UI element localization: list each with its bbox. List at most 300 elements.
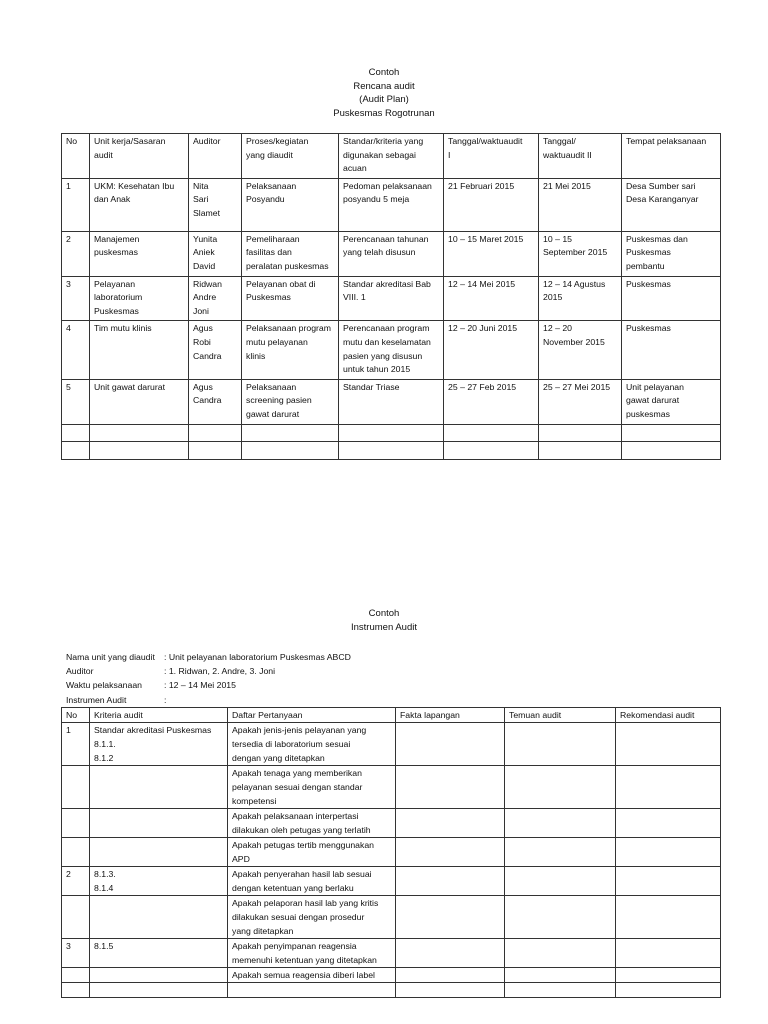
column-header	[339, 134, 444, 179]
table-cell	[62, 442, 90, 460]
cell-line: Tim mutu klinis	[94, 323, 152, 334]
info-row	[66, 664, 351, 678]
title-line: Instrumen Audit	[350, 621, 417, 633]
cell-line: mutu pelayanan	[246, 336, 308, 347]
audit-instrument-title	[0, 607, 768, 634]
table-cell	[228, 867, 396, 896]
table-cell	[505, 983, 616, 998]
cell-line: 12 – 14 Agustus	[543, 278, 606, 289]
cell-line	[66, 809, 85, 823]
table-cell	[62, 983, 90, 998]
cell-line: 8.1.1.	[94, 739, 116, 749]
table-cell	[90, 379, 189, 424]
cell-line: Kriteria audit	[94, 710, 143, 720]
table-cell	[242, 178, 339, 231]
table-cell	[62, 424, 90, 442]
cell-line	[343, 426, 439, 440]
cell-line: Candra	[193, 350, 222, 361]
table-cell	[444, 424, 539, 442]
header-row	[62, 134, 721, 179]
audit-instrument-info	[66, 650, 351, 707]
table-cell	[90, 983, 228, 998]
table-cell	[228, 896, 396, 939]
table-cell	[90, 276, 189, 321]
cell-line: 3	[66, 941, 71, 951]
cell-line: audit	[94, 149, 113, 160]
table-cell	[505, 896, 616, 939]
table-cell	[189, 379, 242, 424]
cell-line	[246, 443, 334, 457]
cell-line: Apakah pelaporan hasil lab yang kritis	[232, 898, 379, 908]
info-label: Auditor	[66, 666, 94, 677]
audit-plan-header	[62, 134, 721, 179]
cell-line: Pelayanan	[94, 278, 136, 289]
table-cell	[62, 939, 90, 968]
cell-line: Pemeliharaan	[246, 233, 300, 244]
cell-line: November 2015	[543, 336, 605, 347]
cell-line: Desa Karanganyar	[626, 194, 699, 205]
table-cell	[616, 968, 721, 983]
table-cell	[242, 442, 339, 460]
column-header	[622, 134, 721, 179]
table-cell	[189, 276, 242, 321]
table-cell	[90, 321, 189, 379]
cell-line: Rekomendasi audit	[620, 710, 695, 720]
table-cell	[622, 424, 721, 442]
table-cell	[505, 766, 616, 809]
audit-plan-body	[62, 178, 721, 459]
cell-line	[620, 723, 716, 737]
table-cell	[62, 896, 90, 939]
table-row	[62, 321, 721, 379]
cell-line: Perencanaan program	[343, 323, 430, 334]
cell-line: UKM: Kesehatan Ibu	[94, 180, 175, 191]
table-cell	[189, 424, 242, 442]
cell-line	[343, 443, 439, 457]
cell-line: Perencanaan tahunan	[343, 233, 429, 244]
table-row	[62, 939, 721, 968]
cell-line	[94, 426, 184, 440]
table-cell	[242, 321, 339, 379]
cell-line: 25 – 27 Feb 2015	[448, 381, 517, 392]
cell-line: Pedoman pelaksanaan	[343, 180, 432, 191]
cell-line: Tempat pelaksanaan	[626, 136, 707, 146]
cell-line	[448, 443, 534, 457]
cell-line: Standar akreditasi Puskesmas	[94, 725, 212, 735]
cell-line	[509, 867, 611, 881]
cell-line	[626, 426, 716, 440]
table-cell	[228, 766, 396, 809]
table-cell	[90, 766, 228, 809]
column-header	[616, 708, 721, 723]
table-cell	[339, 424, 444, 442]
table-row	[62, 276, 721, 321]
info-value: : 12 – 14 Mei 2015	[164, 680, 236, 691]
cell-line: Agus	[193, 323, 213, 334]
cell-line	[543, 443, 617, 457]
table-cell	[539, 178, 622, 231]
cell-line	[626, 443, 716, 457]
table-row	[62, 231, 721, 276]
cell-line	[620, 896, 716, 910]
cell-line: Andre	[193, 292, 217, 303]
table-cell	[505, 968, 616, 983]
table-cell	[228, 723, 396, 766]
info-value: :	[164, 694, 167, 705]
cell-line	[509, 723, 611, 737]
cell-line: 2	[66, 869, 71, 879]
cell-line: 12 – 20	[543, 323, 572, 334]
title-line: Contoh	[368, 608, 400, 619]
cell-line: screening pasien	[246, 395, 312, 406]
table-cell	[339, 442, 444, 460]
cell-line: 1	[66, 180, 71, 191]
column-header	[90, 708, 228, 723]
table-cell	[339, 178, 444, 231]
info-value: : 1. Ridwan, 2. Andre, 3. Joni	[164, 666, 276, 677]
cell-line: Apakah penyerahan hasil lab sesuai	[232, 869, 372, 879]
table-cell	[539, 276, 622, 321]
cell-line	[94, 766, 223, 780]
column-header	[62, 708, 90, 723]
cell-line: September 2015	[543, 247, 608, 258]
cell-line: 5	[66, 381, 71, 392]
table-cell	[444, 379, 539, 424]
table-cell	[505, 867, 616, 896]
table-cell	[339, 379, 444, 424]
cell-line: APD	[232, 854, 250, 864]
table-row	[62, 809, 721, 838]
table-cell	[242, 276, 339, 321]
cell-line	[400, 723, 500, 737]
title-line: Rencana audit	[353, 80, 415, 92]
table-cell	[396, 809, 505, 838]
cell-line: 21 Februari 2015	[448, 180, 515, 191]
cell-line: acuan	[343, 163, 367, 174]
cell-line	[94, 968, 223, 982]
cell-line: Apakah jenis-jenis pelayanan yang	[232, 725, 367, 735]
table-cell	[189, 178, 242, 231]
table-cell	[90, 896, 228, 939]
cell-line: pelayanan sesuai dengan standar	[232, 782, 363, 792]
table-cell	[90, 968, 228, 983]
cell-line: dengan ketentuan yang berlaku	[232, 883, 354, 893]
table-cell	[616, 896, 721, 939]
cell-line	[66, 766, 85, 780]
table-cell	[444, 442, 539, 460]
cell-line: yang ditetapkan	[232, 926, 294, 936]
table-cell	[90, 178, 189, 231]
cell-line	[509, 896, 611, 910]
cell-line	[66, 443, 85, 457]
cell-line: posyandu 5 meja	[343, 194, 410, 205]
cell-line	[509, 766, 611, 780]
table-cell	[622, 321, 721, 379]
cell-line	[400, 867, 500, 881]
table-cell	[228, 838, 396, 867]
cell-line: gawat darurat	[626, 395, 680, 406]
table-cell	[539, 321, 622, 379]
cell-line	[620, 939, 716, 953]
title-line: (Audit Plan)	[359, 94, 409, 105]
cell-line: Ridwan	[193, 278, 222, 289]
cell-line: Unit pelayanan	[626, 381, 684, 392]
cell-line: tersedia di laboratorium sesuai	[232, 739, 351, 749]
info-label: Waktu pelaksanaan	[66, 680, 142, 691]
cell-line: Puskesmas	[94, 305, 139, 316]
cell-line: 4	[66, 323, 71, 334]
cell-line: puskesmas	[626, 408, 670, 419]
cell-line: 25 – 27 Mei 2015	[543, 381, 611, 392]
table-cell	[396, 983, 505, 998]
cell-line	[509, 939, 611, 953]
table-cell	[396, 838, 505, 867]
table-cell	[616, 939, 721, 968]
cell-line: 12 – 20 Juni 2015	[448, 323, 518, 334]
audit-plan-title	[0, 66, 768, 120]
cell-line: VIII. 1	[343, 292, 366, 303]
cell-line	[448, 426, 534, 440]
column-header	[189, 134, 242, 179]
cell-line: Temuan audit	[509, 710, 562, 720]
cell-line: laboratorium	[94, 292, 143, 303]
audit-plan-table	[61, 133, 721, 460]
table-cell	[90, 424, 189, 442]
table-cell	[90, 231, 189, 276]
cell-line: Puskesmas	[626, 278, 671, 289]
cell-line: Aniek	[193, 247, 215, 258]
audit-instrument-table	[61, 707, 721, 998]
cell-line	[620, 838, 716, 852]
header-row	[62, 708, 721, 723]
cell-line: digunakan sebagai	[343, 149, 416, 160]
table-cell	[228, 983, 396, 998]
column-header	[62, 134, 90, 179]
cell-line	[66, 968, 85, 982]
cell-line: Proses/kegiatan	[246, 136, 309, 146]
cell-line: Agus	[193, 381, 213, 392]
cell-line: dilakukan oleh petugas yang terlatih	[232, 825, 371, 835]
table-cell	[62, 231, 90, 276]
cell-line: 1	[66, 725, 71, 735]
table-cell	[616, 983, 721, 998]
table-cell	[62, 838, 90, 867]
cell-line: dan Anak	[94, 194, 131, 205]
cell-line: 3	[66, 278, 71, 289]
table-cell	[62, 276, 90, 321]
cell-line: 2015	[543, 292, 563, 303]
cell-line	[400, 838, 500, 852]
cell-line	[193, 443, 237, 457]
cell-line	[509, 983, 611, 997]
cell-line: Puskesmas	[626, 323, 671, 334]
cell-line: No	[66, 136, 78, 146]
cell-line	[94, 809, 223, 823]
cell-line: pasien yang disusun	[343, 350, 423, 361]
table-row	[62, 968, 721, 983]
cell-line: Unit kerja/Sasaran	[94, 136, 166, 146]
cell-line	[400, 896, 500, 910]
column-header	[396, 708, 505, 723]
cell-line: 2	[66, 233, 71, 244]
table-cell	[62, 178, 90, 231]
cell-line: Sari	[193, 194, 209, 205]
cell-line	[620, 766, 716, 780]
info-row	[66, 678, 351, 692]
table-cell	[622, 379, 721, 424]
table-cell	[505, 723, 616, 766]
cell-line: Puskesmas dan	[626, 233, 688, 244]
table-cell	[444, 276, 539, 321]
table-row	[62, 838, 721, 867]
cell-line: dengan yang ditetapkan	[232, 753, 325, 763]
cell-line: Puskesmas	[246, 292, 291, 303]
table-cell	[228, 939, 396, 968]
table-cell	[62, 379, 90, 424]
cell-line: David	[193, 260, 216, 271]
table-cell	[396, 867, 505, 896]
cell-line: Apakah penyimpanan reagensia	[232, 941, 357, 951]
cell-line	[509, 838, 611, 852]
cell-line	[620, 809, 716, 823]
table-cell	[90, 867, 228, 896]
cell-line: 8.1.2	[94, 753, 114, 763]
table-cell	[396, 968, 505, 983]
cell-line	[94, 896, 223, 910]
table-row	[62, 723, 721, 766]
cell-line	[94, 443, 184, 457]
cell-line: Pelaksanaan	[246, 180, 297, 191]
cell-line: Daftar Pertanyaan	[232, 710, 303, 720]
column-header	[444, 134, 539, 179]
cell-line	[543, 426, 617, 440]
cell-line: 10 – 15	[543, 233, 572, 244]
table-cell	[444, 178, 539, 231]
cell-line: 8.1.5	[94, 941, 114, 951]
cell-line: Pelayanan obat di	[246, 278, 316, 289]
cell-line	[232, 983, 391, 997]
table-row	[62, 379, 721, 424]
cell-line: Joni	[193, 305, 209, 316]
cell-line: waktuaudit II	[543, 149, 592, 160]
table-cell	[242, 424, 339, 442]
table-cell	[339, 276, 444, 321]
table-cell	[62, 723, 90, 766]
cell-line: dilakukan sesuai dengan prosedur	[232, 912, 365, 922]
table-cell	[90, 838, 228, 867]
cell-line: Standar/kriteria yang	[343, 136, 424, 146]
cell-line: Apakah petugas tertib menggunakan	[232, 840, 374, 850]
table-cell	[189, 442, 242, 460]
table-cell	[444, 231, 539, 276]
cell-line: Unit gawat darurat	[94, 381, 165, 392]
cell-line: puskesmas	[94, 247, 138, 258]
table-cell	[622, 178, 721, 231]
table-cell	[62, 766, 90, 809]
table-row	[62, 178, 721, 231]
cell-line: peralatan puskesmas	[246, 260, 329, 271]
cell-line	[94, 983, 223, 997]
table-row	[62, 766, 721, 809]
info-label: Nama unit yang diaudit	[66, 652, 155, 662]
table-cell	[505, 939, 616, 968]
table-cell	[228, 968, 396, 983]
cell-line: untuk tahun 2015	[343, 364, 411, 375]
cell-line: kompetensi	[232, 796, 277, 806]
table-row	[62, 424, 721, 442]
cell-line: fasilitas dan	[246, 247, 292, 258]
table-cell	[62, 968, 90, 983]
cell-line	[66, 896, 85, 910]
cell-line: klinis	[246, 350, 266, 361]
table-cell	[539, 231, 622, 276]
cell-line: Puskesmas	[626, 247, 671, 258]
column-header	[90, 134, 189, 179]
table-cell	[62, 321, 90, 379]
cell-line: 8.1.4	[94, 883, 114, 893]
cell-line	[66, 838, 85, 852]
audit-instrument-body	[62, 723, 721, 998]
info-row	[66, 650, 351, 664]
cell-line	[620, 867, 716, 881]
cell-line: yang telah disusun	[343, 247, 416, 258]
info-row	[66, 693, 351, 707]
column-header	[505, 708, 616, 723]
cell-line: Candra	[193, 395, 222, 406]
table-cell	[339, 321, 444, 379]
cell-line	[66, 426, 85, 440]
cell-line: Desa Sumber sari	[626, 180, 696, 191]
cell-line: Apakah semua reagensia diberi label	[232, 970, 375, 980]
table-cell	[242, 231, 339, 276]
cell-line: 8.1.3.	[94, 869, 116, 879]
table-cell	[90, 809, 228, 838]
cell-line: Apakah pelaksanaan interpertasi	[232, 811, 359, 821]
table-cell	[90, 442, 189, 460]
table-cell	[622, 276, 721, 321]
cell-line: Standar akreditasi Bab	[343, 278, 431, 289]
table-cell	[242, 379, 339, 424]
table-row	[62, 442, 721, 460]
table-cell	[616, 809, 721, 838]
table-cell	[90, 939, 228, 968]
table-cell	[339, 231, 444, 276]
table-cell	[622, 231, 721, 276]
cell-line: I	[448, 149, 451, 160]
cell-line: yang diaudit	[246, 149, 293, 160]
column-header	[228, 708, 396, 723]
info-value: : Unit pelayanan laboratorium Puskesmas ABCD	[164, 652, 351, 662]
table-cell	[396, 723, 505, 766]
table-row	[62, 896, 721, 939]
cell-line: Slamet	[193, 207, 221, 218]
cell-line: mutu dan keselamatan	[343, 336, 431, 347]
cell-line	[193, 426, 237, 440]
cell-line: Apakah tenaga yang memberikan	[232, 768, 362, 778]
table-cell	[90, 723, 228, 766]
cell-line	[620, 968, 716, 982]
cell-line: 21 Mei 2015	[543, 180, 591, 191]
cell-line: Tanggal/waktuaudit	[448, 136, 523, 146]
cell-line: Posyandu	[246, 194, 285, 205]
table-cell	[444, 321, 539, 379]
table-cell	[622, 442, 721, 460]
cell-line: pembantu	[626, 260, 665, 271]
table-row	[62, 867, 721, 896]
table-cell	[616, 723, 721, 766]
table-row	[62, 983, 721, 998]
cell-line	[400, 766, 500, 780]
